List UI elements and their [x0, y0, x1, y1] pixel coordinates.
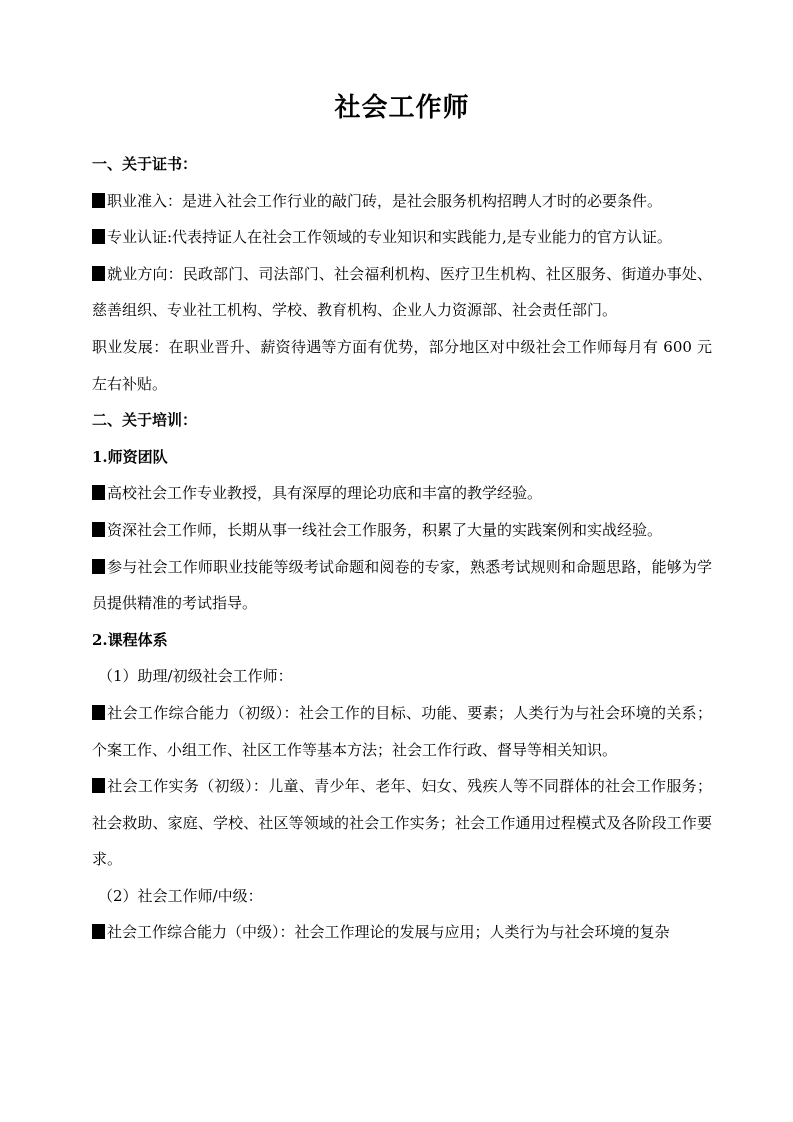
square-bullet-icon: [92, 522, 105, 537]
square-bullet-icon: [92, 705, 105, 720]
paragraph-junior-comprehensive: 社会工作综合能力（初级）：社会工作的目标、功能、要素；人类行为与社会环境的关系；个案工作、小组工作、社区工作等基本方法；社会工作行政、督导等相关知识。: [92, 703, 712, 759]
group-label-intermediate: （2）社会工作师/中级：: [98, 886, 263, 905]
subsection-heading-faculty: 1.师资团队: [92, 447, 168, 466]
paragraph-professional-cert: 专业认证:代表持证人在社会工作领域的专业知识和实践能力,是专业能力的官方认证。: [92, 219, 712, 256]
section-heading-certificate: 一、关于证书：: [92, 155, 198, 173]
paragraph-junior-practice: 社会工作实务（初级）：儿童、青少年、老年、妇女、残疾人等不同群体的社会工作服务；社会救助、家庭、学校、社区等领域的社会工作实务；社会工作通用过程模式及各阶段工作要求。: [92, 777, 712, 869]
square-bullet-icon: [92, 559, 105, 574]
square-bullet-icon: [92, 924, 105, 939]
paragraph-career-access: 职业准入：是进入社会工作行业的敲门砖，是社会服务机构招聘人才时的必要条件。: [92, 183, 712, 220]
paragraph-career-development: 职业发展：在职业晋升、薪资待遇等方面有优势，部分地区对中级社会工作师每月有 600 元左右补贴。: [92, 337, 712, 393]
square-bullet-icon: [92, 778, 105, 793]
paragraph-employment: 就业方向：民政部门、司法部门、社会福利机构、医疗卫生机构、社区服务、街道办事处、慈善组织、专业社工机构、学校、教育机构、企业人力资源部、社会责任部门。: [92, 264, 712, 320]
square-bullet-icon: [92, 485, 105, 500]
square-bullet-icon: [92, 193, 105, 208]
document-title: 社会工作师: [334, 93, 470, 123]
square-bullet-icon: [92, 266, 105, 281]
paragraph-faculty-senior: 资深社会工作师，长期从事一线社会工作服务，积累了大量的实践案例和实战经验。: [92, 512, 712, 549]
section-heading-training: 二、关于培训：: [92, 411, 198, 430]
subsection-heading-curriculum: 2.课程体系: [92, 630, 168, 649]
paragraph-faculty-experts: 参与社会工作师职业技能等级考试命题和阅卷的专家，熟悉考试规则和命题思路，能够为学员提供精准的考试指导。: [92, 557, 712, 613]
group-label-junior: （1）助理/初级社会工作师：: [98, 667, 293, 686]
square-bullet-icon: [92, 229, 105, 244]
paragraph-faculty-professors: 高校社会工作专业教授，具有深厚的理论功底和丰富的教学经验。: [92, 475, 712, 512]
paragraph-intermediate-comprehensive: 社会工作综合能力（中级）：社会工作理论的发展与应用；人类行为与社会环境的复杂: [92, 914, 712, 951]
document-page: [92, 88, 712, 951]
